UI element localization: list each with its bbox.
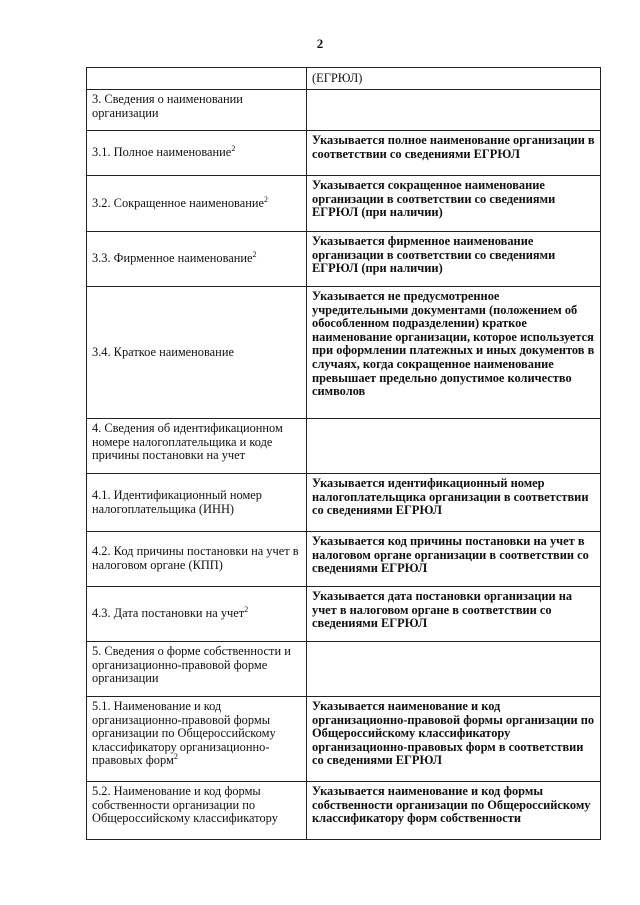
field-description: Указывается сокращенное наименование организации в соответствии со сведениями ЕГРЮЛ (при наличии) — [307, 176, 601, 232]
table-row — [87, 532, 601, 587]
field-name-cell — [87, 287, 307, 419]
table-row — [87, 176, 601, 232]
footnote-ref: 2 — [173, 752, 178, 762]
table-row — [87, 782, 601, 840]
table-row — [87, 131, 601, 176]
data-table — [86, 67, 601, 840]
page-number: 2 — [316, 36, 324, 51]
field-description: Указывается не предусмотренное учредительными документами (положением об обособленном подразделении) краткое наименование организации, которое используется при оформлении платежных и иных документов в случаях, когда сокращенное наименование превышает предельно допустимое количество символов — [307, 287, 601, 419]
field-name-cell — [87, 782, 307, 840]
field-description: Указывается наименование и код организационно-правовой формы организации по Общероссийскому классификатору организационно-правовых форм в соответствии со сведениями ЕГРЮЛ — [307, 697, 601, 782]
field-name-cell — [87, 131, 307, 176]
field-description: Указывается идентификационный номер налогоплательщика организации в соответствии со сведениями ЕГРЮЛ — [307, 474, 601, 532]
field-name: 5. Сведения о форме собственности и организационно-правовой форме организации — [92, 644, 291, 686]
field-name: 3.2. Сокращенное наименование — [92, 195, 264, 210]
field-name-cell — [87, 68, 307, 90]
table-row — [87, 419, 601, 474]
field-name-cell — [87, 419, 307, 474]
table-row — [87, 642, 601, 697]
field-description — [307, 419, 601, 474]
footnote-ref: 2 — [231, 144, 236, 154]
table-row — [87, 90, 601, 131]
field-name: 5.2. Наименование и код формы собственности организации по Общероссийскому классификатору — [92, 784, 278, 826]
footnote-ref: 2 — [263, 194, 268, 204]
table-row — [87, 68, 601, 90]
field-name: 4.1. Идентификационный номер налогоплательщика (ИНН) — [92, 487, 263, 516]
field-description: (ЕГРЮЛ) — [307, 68, 601, 90]
field-name: 4. Сведения об идентификационном номере налогоплательщика и коде причины постановки на учет — [92, 421, 283, 463]
field-name-cell — [87, 697, 307, 782]
field-name-cell — [87, 532, 307, 587]
field-name: 3.4. Краткое наименование — [92, 344, 234, 359]
field-description — [307, 90, 601, 131]
field-name-cell — [87, 642, 307, 697]
table-row — [87, 474, 601, 532]
field-name: 3.1. Полное наименование — [92, 145, 232, 160]
footnote-ref: 2 — [244, 605, 249, 615]
field-name: 3. Сведения о наименовании организации — [92, 92, 243, 120]
table-body — [87, 68, 601, 840]
table-row — [87, 232, 601, 287]
field-description: Указывается наименование и код формы собственности организации по Общероссийскому классификатору форм собственности — [307, 782, 601, 840]
field-description: Указывается дата постановки организации на учет в налоговом органе в соответствии со сведениями ЕГРЮЛ — [307, 587, 601, 642]
table-row — [87, 697, 601, 782]
field-name: 4.2. Код причины постановки на учет в налоговом органе (КПП) — [92, 544, 299, 572]
field-description — [307, 642, 601, 697]
field-name: 5.1. Наименование и код организационно-правовой формы организации по Общероссийскому классификатору организационно-правовых форм — [92, 699, 276, 768]
field-name: 3.3. Фирменное наименование — [92, 251, 253, 266]
field-name-cell — [87, 587, 307, 642]
field-description: Указывается фирменное наименование организации в соответствии со сведениями ЕГРЮЛ (при наличии) — [307, 232, 601, 287]
field-description: Указывается код причины постановки на учет в налоговом органе организации в соответствии со сведениями ЕГРЮЛ — [307, 532, 601, 587]
field-name-cell — [87, 90, 307, 131]
field-name-cell — [87, 232, 307, 287]
footnote-ref: 2 — [252, 250, 257, 260]
table-row — [87, 587, 601, 642]
table-row — [87, 287, 601, 419]
field-description: Указывается полное наименование организации в соответствии со сведениями ЕГРЮЛ — [307, 131, 601, 176]
field-name: 4.3. Дата постановки на учет — [92, 606, 245, 621]
field-name-cell — [87, 474, 307, 532]
field-name-cell — [87, 176, 307, 232]
